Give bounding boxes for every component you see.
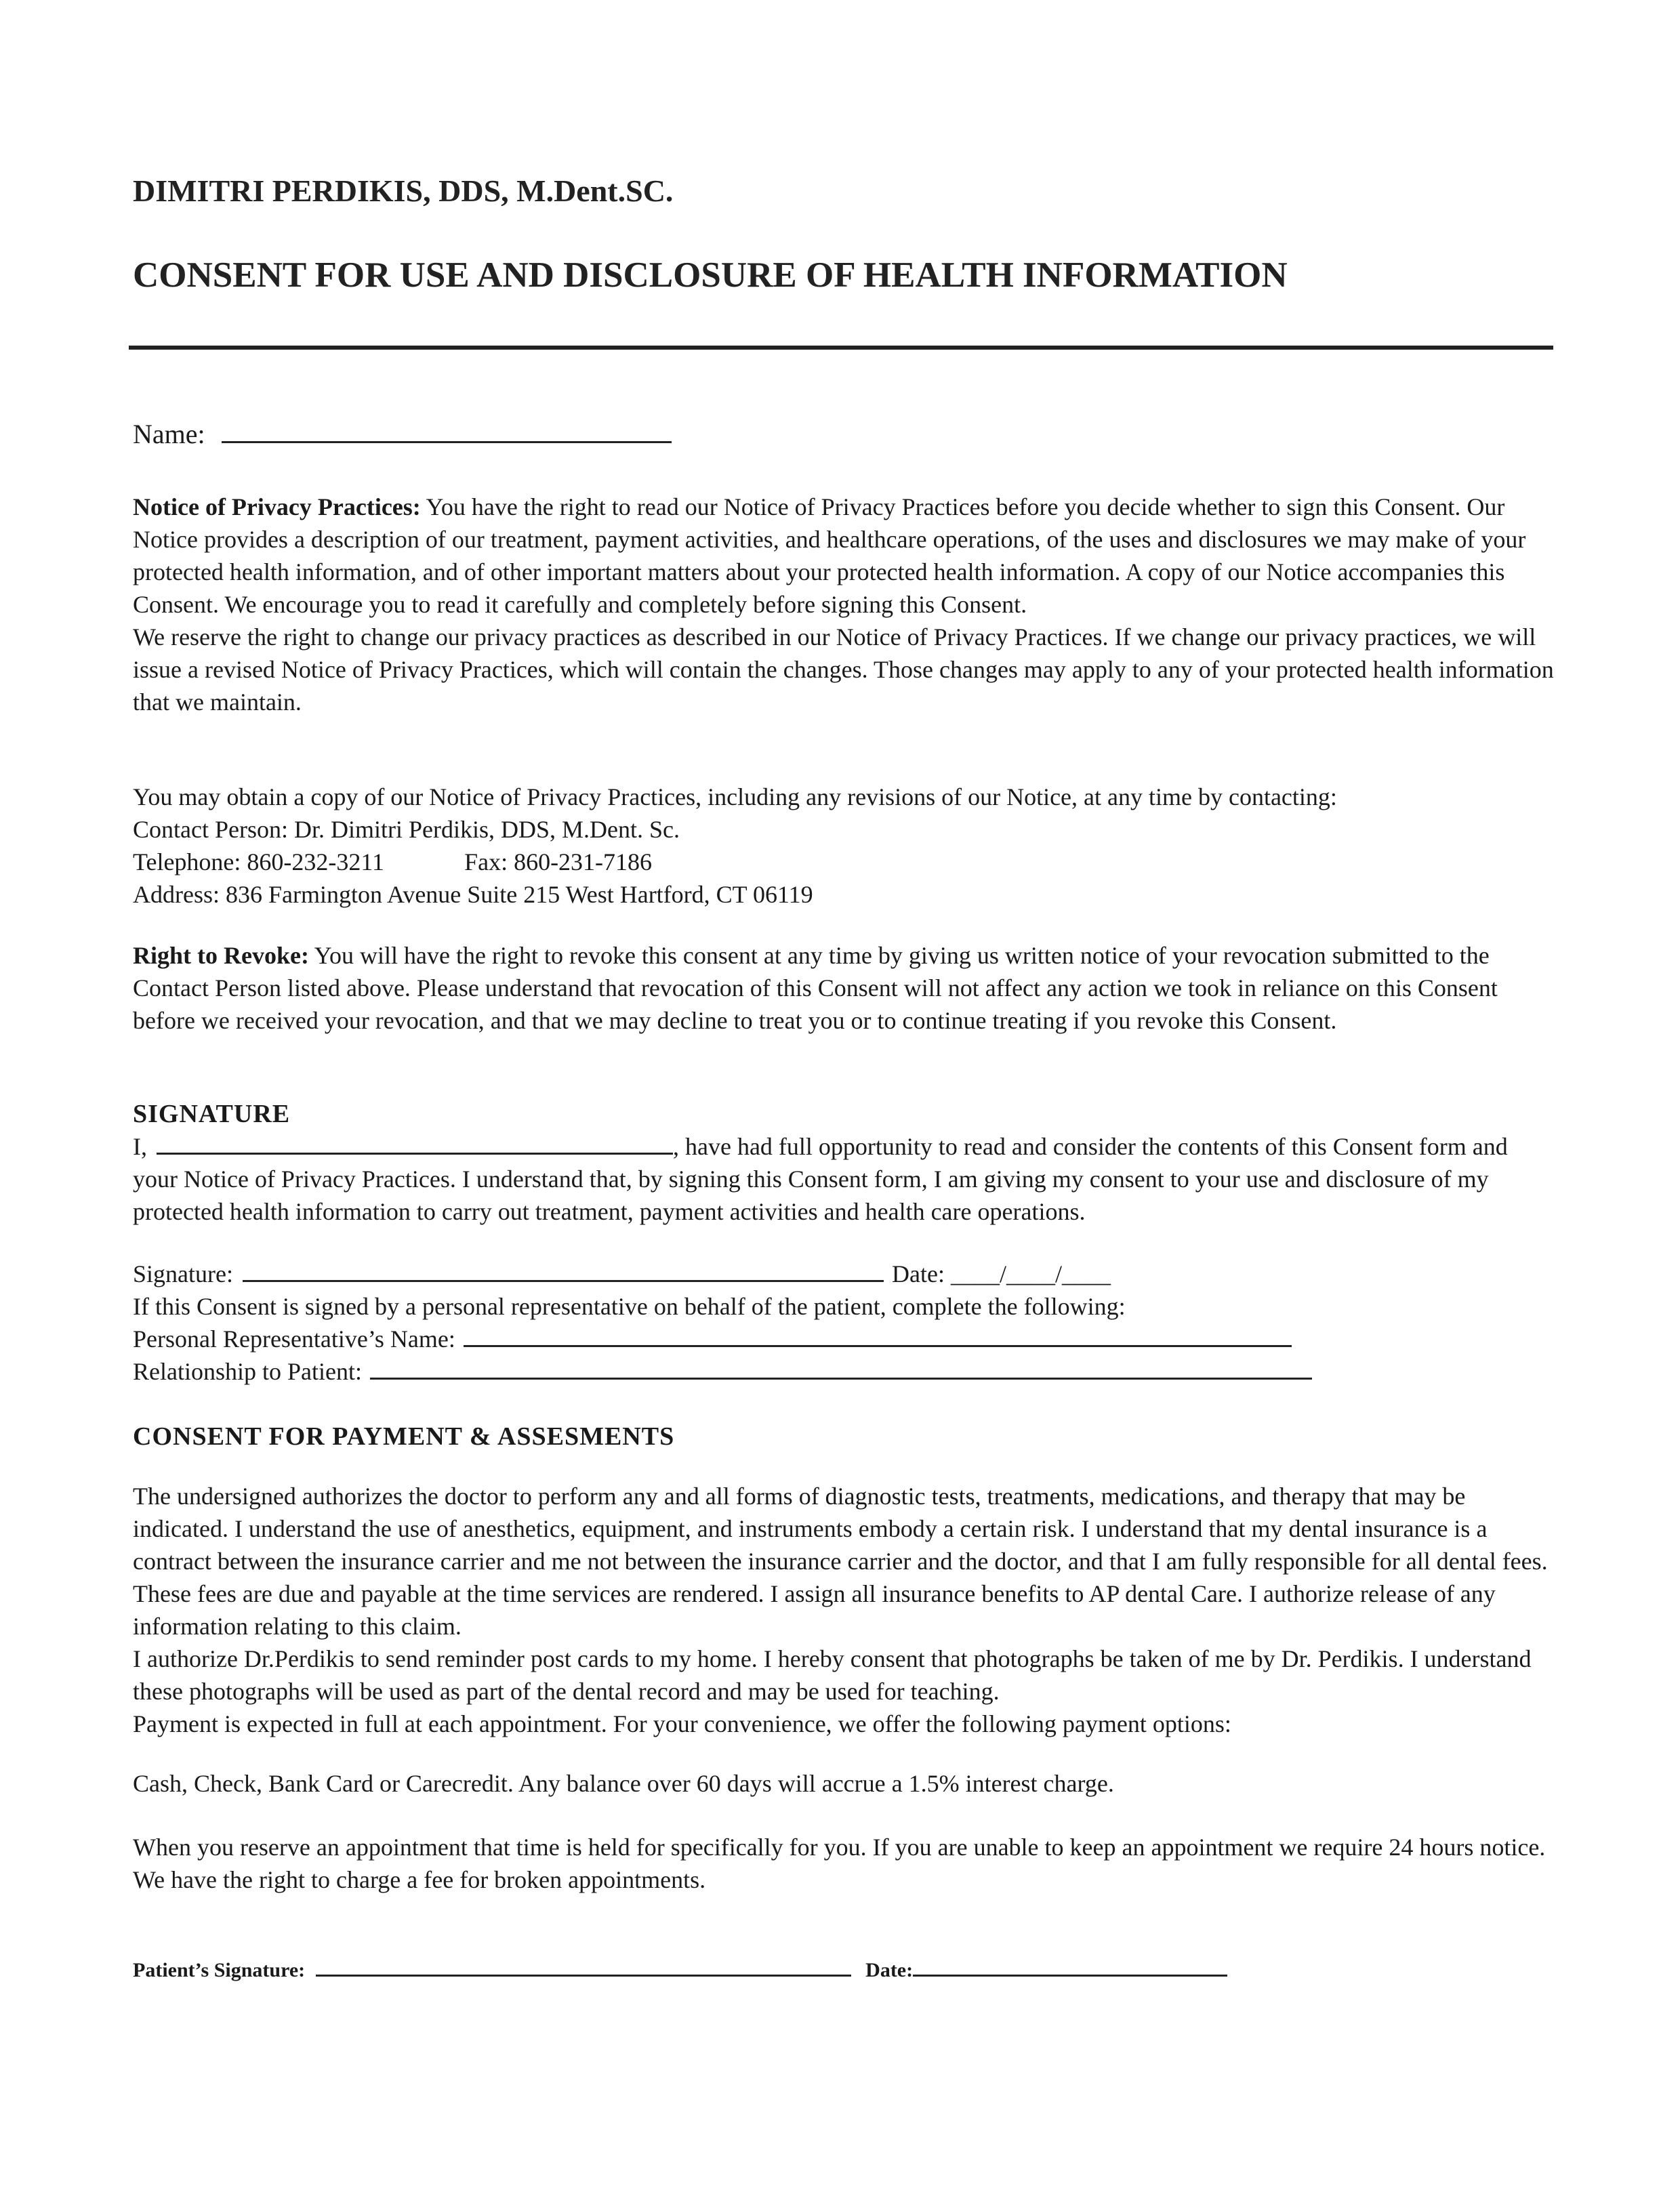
payment-paragraph-1: The undersigned authorizes the doctor to perform any and all forms of diagnostic tests, treatments, medications, and therapy that may be indicated. I understand the use of anesthetics, equipment, and instruments embody a certain risk. I understand that my dental insurance is a contract between the insurance carrier and me not between the insurance carrier and the doctor, and that I am fully responsible for all dental fees. These fees are due and payable at the time services are rendered. I assign all insurance benefits to AP dental Care. I authorize release of any information relating to this claim. <box>133 1483 1548 1640</box>
payment-paragraph-3: Payment is expected in full at each appointment. For your convenience, we offer the following payment options: <box>133 1710 1231 1737</box>
payment-body <box>133 1480 1556 1740</box>
name-row <box>133 417 1556 451</box>
signature-heading: SIGNATURE <box>133 1100 291 1128</box>
date-field[interactable]: ____/____/____ <box>950 1260 1111 1287</box>
footer-date-label: Date: <box>865 1959 914 1981</box>
revoke-section <box>133 939 1556 1037</box>
contact-person: Contact Person: Dr. Dimitri Perdikis, DDS, M.Dent. Sc. <box>133 816 680 843</box>
representative-note: If this Consent is signed by a personal representative on behalf of the patient, complete the following: <box>133 1293 1126 1320</box>
name-field[interactable] <box>222 419 672 443</box>
patient-name-field[interactable] <box>157 1131 673 1155</box>
relationship-row <box>133 1355 1556 1388</box>
revoke-label: Right to Revoke: <box>133 942 309 969</box>
notice-paragraph <box>133 491 1556 621</box>
title-divider <box>129 346 1553 350</box>
patient-signature-row <box>133 1954 1556 1987</box>
notice-section <box>133 491 1556 718</box>
notice-text: You have the right to read our Notice of Privacy Practices before you decide whether to sign this Consent. Our Notice provides a description of our treatment, payment activities, and healthcare operations, of the uses and disclosures we may make of your protected health information, and of other important matters about your protected health information. A copy of our Notice accompanies this Consent. We encourage you to read it carefully and completely before signing this Consent. <box>133 493 1526 618</box>
consent-statement <box>133 1130 1556 1228</box>
payment-paragraph-2: I authorize Dr.Perdikis to send reminder post cards to my home. I hereby consent that photographs be taken of me by Dr. Perdikis. I understand these photographs will be used as part of the dental record and may be used for teaching. <box>133 1645 1532 1705</box>
notice-label: Notice of Privacy Practices: <box>133 493 421 520</box>
relationship-field[interactable] <box>370 1356 1312 1380</box>
payment-paragraph-4: Cash, Check, Bank Card or Carecredit. Any balance over 60 days will accrue a 1.5% interest charge. <box>133 1770 1114 1797</box>
signature-field[interactable] <box>243 1258 884 1282</box>
consent-statement-text: , have had full opportunity to read and consider the contents of this Consent form and your Notice of Privacy Practices. I understand that, by signing this Consent form, I am giving my consent to your use and disclosure of my protected health information to carry out treatment, payment activities and health care operations. <box>133 1133 1508 1225</box>
contact-intro: You may obtain a copy of our Notice of Privacy Practices, including any revisions of our Notice, at any time by contacting: <box>133 783 1337 810</box>
signature-fields <box>133 1258 1556 1388</box>
payment-section <box>133 1420 1556 1453</box>
footer-date-field[interactable] <box>913 1957 1227 1977</box>
payment-options <box>133 1767 1556 1800</box>
practice-name: DIMITRI PERDIKIS, DDS, M.Dent.SC. <box>133 173 674 208</box>
signature-row <box>133 1258 1556 1290</box>
contact-section <box>133 781 1556 911</box>
payment-paragraph-5: When you reserve an appointment that time is held for specifically for you. If you are unable to keep an appointment we require 24 hours notice. We have the right to charge a fee for broken appointments. <box>133 1834 1546 1893</box>
representative-row <box>133 1323 1556 1355</box>
notice-paragraph-2: We reserve the right to change our privacy practices as described in our Notice of Privacy Practices. If we change our privacy practices, we will issue a revised Notice of Privacy Practices, which will contain the changes. Those changes may apply to any of your protected health information that we maintain. <box>133 623 1554 716</box>
appointment-policy <box>133 1831 1556 1896</box>
representative-name-label: Personal Representative’s Name: <box>133 1325 455 1353</box>
contact-address: Address: 836 Farmington Avenue Suite 215 West Hartford, CT 06119 <box>133 881 813 908</box>
form-title: CONSENT FOR USE AND DISCLOSURE OF HEALTH INFORMATION <box>133 255 1288 295</box>
patient-signature-label: Patient’s Signature: <box>133 1959 306 1981</box>
signature-label: Signature: <box>133 1260 233 1287</box>
revoke-text: You will have the right to revoke this consent at any time by giving us written notice of your revocation submitted to the Contact Person listed above. Please understand that revocation of this Consent will not affect any action we took in reliance on this Consent before we received your revocation, and that we may decline to treat you or to continue treating if you revoke this Consent. <box>133 942 1498 1034</box>
representative-name-field[interactable] <box>464 1323 1292 1347</box>
name-label: Name: <box>133 419 205 449</box>
patient-signature-field[interactable] <box>316 1957 851 1977</box>
contact-phone-fax <box>133 846 1556 878</box>
payment-heading: CONSENT FOR PAYMENT & ASSESMENTS <box>133 1422 675 1451</box>
contact-fax: Fax: 860-231-7186 <box>464 848 653 875</box>
i-prefix: I, <box>133 1133 147 1160</box>
relationship-label: Relationship to Patient: <box>133 1358 362 1385</box>
date-label: Date: <box>891 1260 945 1287</box>
signature-section <box>133 1098 1556 1228</box>
contact-telephone: Telephone: 860-232-3211 <box>133 848 385 875</box>
